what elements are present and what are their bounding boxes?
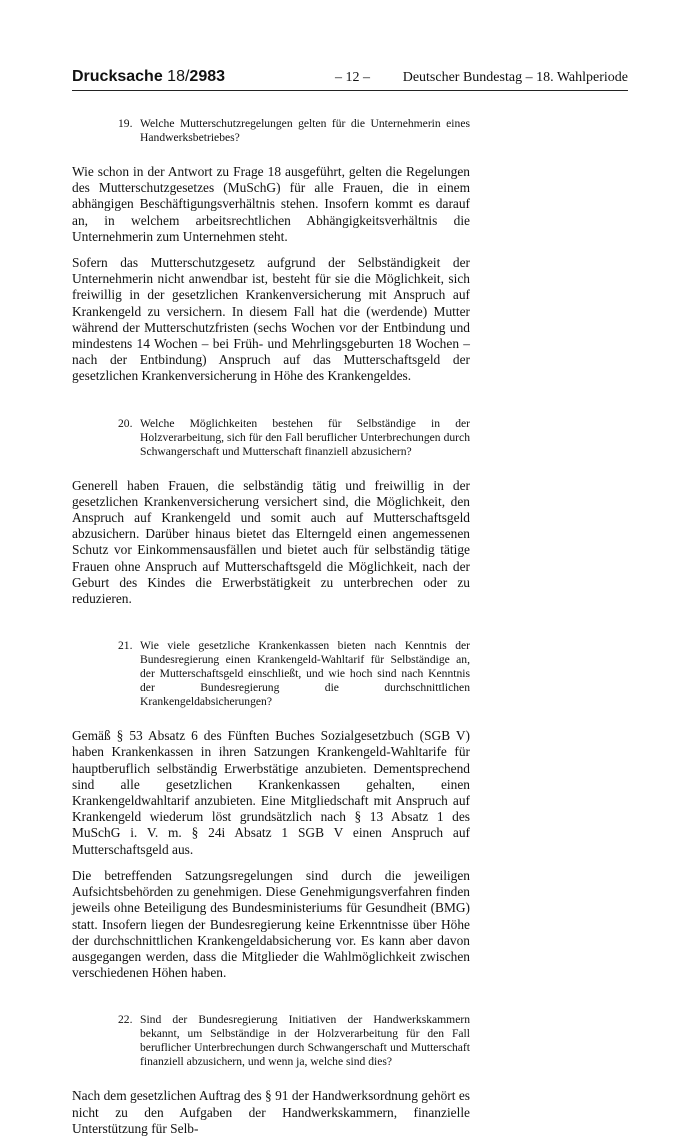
question-20 [118,417,470,459]
question-number: 21. [118,639,133,653]
question-text: Welche Mutterschutzregelungen gelten für die Unternehmerin eines Handwerksbetriebes? [140,117,470,144]
answer-paragraph: Wie schon in der Antwort zu Frage 18 ausgeführt, gelten die Regelungen des Mutterschutzgesetzes (MuSchG) für alle Frauen, die in einem abhängigen Beschäftigungsverhältnis stehen. Insofern kommt es darauf an, in welchem arbeitsrechtlichen Abhängigkeitsverhältnis die Unternehmerin zum Unternehmen steht. [72,164,470,244]
header-rule [72,90,628,91]
answer-paragraph: Gemäß § 53 Absatz 6 des Fünften Buches Sozialgesetzbuch (SGB V) haben Krankenkassen in ihren Satzungen Krankengeld-Wahltarife für hauptberuflich selbständig Erwerbstätige anzubieten. Dementsprechend sind alle gesetzlichen Krankenkassen gehalten, einen Krankengeldwahltarif anzubieten. Eine Mitgliedschaft mit Anspruch auf Krankengeld wiederum löst grundsätzlich nach § 13 Absatz 1 des MuSchG i. V. m. § 24i Absatz 1 SGB V einen Anspruch auf Mutterschaftsgeld aus. [72,728,470,857]
question-text: Wie viele gesetzliche Krankenkassen bieten nach Kenntnis der Bundesregierung einen Krankengeld-Wahltarif für Selbständige an, der Mutterschaftsgeld einschließt, und wie hoch sind nach Kenntnis der Bundesregierung die durchschnittlichen Krankengeldabsicherungen? [140,639,470,709]
main-content [72,117,470,1137]
question-22 [118,1013,470,1069]
answer-paragraph: Generell haben Frauen, die selbständig tätig und freiwillig in der gesetzlichen Krankenversicherung versichert sind, die Möglichkeit, den Anspruch auf Krankengeld und somit auch auf Mutterschaftsgeld abzusichern. Darüber hinaus bietet das Elterngeld einen angemessenen Schutz vor Einkommensausfällen und bietet auch für selbständig tätige Frauen ohne Anspruch auf Mutterschaftsgeld die Möglichkeit, nach der Geburt des Kindes die Erwerbstätigkeit zu unterbrechen oder zu reduzieren. [72,477,470,607]
question-text: Sind der Bundesregierung Initiativen der Handwerkskammern bekannt, um Selbständige in der Holzverarbeitung für den Fall beruflicher Unterbrechungen durch Schwangerschaft und Mutterschaft finanziell abzusichern, und wenn ja, welche sind dies? [140,1013,470,1069]
doc-number-suffix: 2983 [189,68,226,85]
question-number: 22. [118,1013,133,1027]
question-text: Welche Möglichkeiten bestehen für Selbständige in der Holzverarbeitung, sich für den Fall beruflicher Unterbrechungen durch Schwangerschaft und Mutterschaft finanziell abzusichern? [140,416,470,458]
doc-number-prefix: 18/ [167,68,190,85]
answer-paragraph: Sofern das Mutterschutzgesetz aufgrund der Selbständigkeit der Unternehmerin nicht anwendbar ist, besteht für sie die Möglichkeit, sich freiwillig in der gesetzlichen Krankenversicherung mit Anspruch auf Krankengeld zu versichern. In diesem Fall hat die (werdende) Mutter während der Mutterschutzfristen (sechs Wochen vor der Entbindung und mindestens 14 Wochen – bei Früh- und Mehrlingsgeburten 18 Wochen – nach der Entbindung) Anspruch auf das Mutterschaftsgeld der gesetzlichen Krankenversicherung in Höhe des Krankengeldes. [72,255,470,384]
page-number: – 12 – [335,70,370,85]
question-21 [118,639,470,709]
page-header [72,68,628,88]
document-number [72,68,225,86]
doc-label: Drucksache [72,68,163,85]
question-number: 19. [118,117,133,130]
question-19 [118,117,470,145]
answer-paragraph: Die betreffenden Satzungsregelungen sind durch die jeweiligen Aufsichtsbehörden zu genehmigen. Diese Genehmigungsverfahren finden jeweils ohne Beteiligung des Bundesministeriums für Gesundheit (BMG) statt. Insofern liegen der Bundesregierung keine Erkenntnisse über Höhe der durchschnittlichen Krankengeldabsicherung vor. Es kann aber davon ausgegangen werden, dass die Mitglieder die Wahlmöglichkeit zwischen verschiedenen Höhen haben. [72,867,470,981]
publisher-period: Deutscher Bundestag – 18. Wahlperiode [402,70,628,85]
question-number: 20. [118,416,133,430]
answer-paragraph: Nach dem gesetzlichen Auftrag des § 91 der Handwerksordnung gehört es nicht zu den Aufgaben der Handwerkskammern, finanzielle Unterstützung für Selb- [72,1088,470,1136]
